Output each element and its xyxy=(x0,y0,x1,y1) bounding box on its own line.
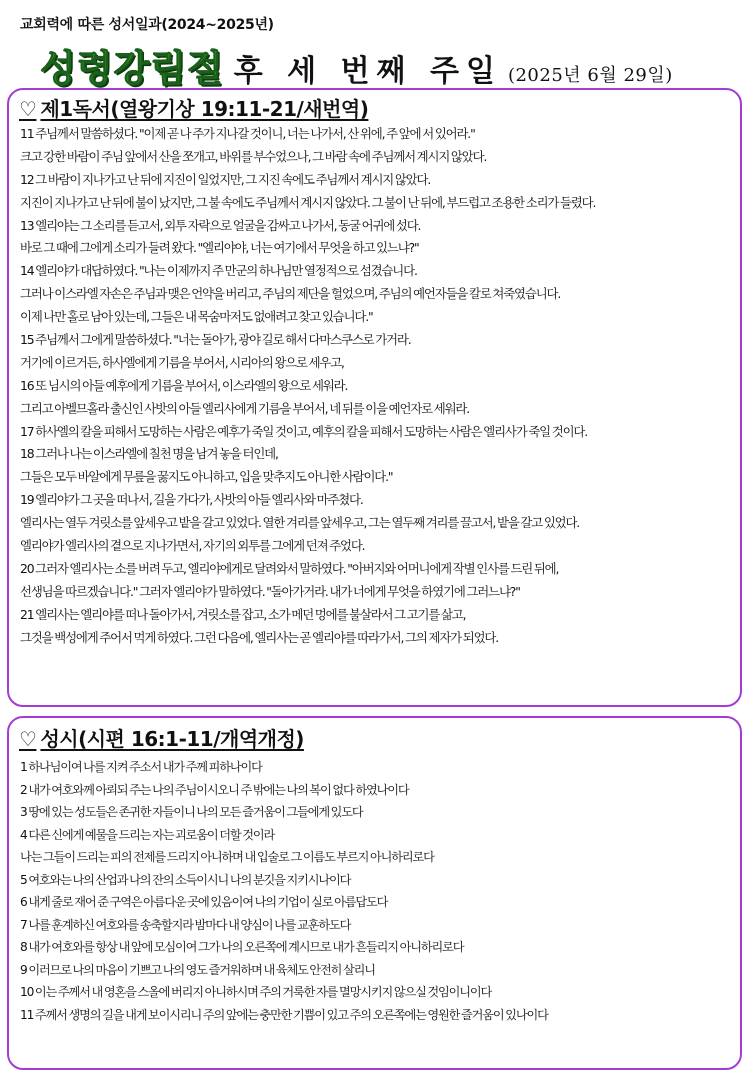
verse-line: 14 엘리야가 대답하였다. "나는 이제까지 주 만군의 하나님만 열정적으로 섬겼습니다. xyxy=(20,263,417,279)
first-reading-box xyxy=(7,88,742,707)
verse-line: 16 또 님시의 아들 예후에게 기름을 부어서, 이스라엘의 왕으로 세워라. xyxy=(20,377,348,393)
verse-line: 13 엘리야는 그 소리를 듣고서, 외투 자락으로 얼굴을 감싸고 나가서, 동굴 어귀에 섰다. xyxy=(20,217,421,233)
verse-line: 20 그러자 엘리사는 소를 버려 두고, 엘리야에게로 달려와서 말하였다. "아버지와 어머니에게 작별 인사를 드린 뒤에, xyxy=(20,560,559,576)
first-reading-title: 제1독서(열왕기상 19:11-21/새번역) xyxy=(40,97,369,121)
verse-line: 9 이러므로 나의 마음이 기쁘고 나의 영도 즐거워하며 내 육체도 안전히 살리니 xyxy=(20,962,375,977)
psalm-box xyxy=(7,716,742,1070)
verse-line: 12 그 바람이 지나가고 난 뒤에 지진이 일었지만, 그 지진 속에도 주님께서 계시지 않았다. xyxy=(20,171,431,187)
verse-line: 그러나 이스라엘 자손은 주님과 맺은 언약을 버리고, 주님의 제단을 헐었으며, 주님의 예언자들을 칼로 쳐죽였습니다. xyxy=(20,286,561,302)
page-title xyxy=(40,38,673,88)
verse-line: 10 이는 주께서 내 영혼을 스올에 버리지 아니하시며 주의 거룩한 자를 멸망시키지 않으실 것임이니이다 xyxy=(20,985,492,999)
verse-line: 그것을 백성에게 주어서 먹게 하였다. 그런 다음에, 엘리사는 곧 엘리야를 따라가서, 그의 제자가 되었다. xyxy=(20,629,498,645)
verse-line: 17 하사엘의 칼을 피해서 도망하는 사람은 예후가 죽일 것이고, 예후의 칼을 피해서 도망하는 사람은 엘리사가 죽일 것이다. xyxy=(20,423,587,439)
heart-icon: ♡ xyxy=(19,727,37,751)
title-season: 성령강림절 xyxy=(40,47,224,90)
verse-line: 8 내가 여호와를 항상 내 앞에 모심이여 그가 나의 오른쪽에 계시므로 내가 흔들리지 아니하리로다 xyxy=(20,940,464,954)
first-reading-text xyxy=(20,123,734,649)
verse-line: 5 여호와는 나의 산업과 나의 잔의 소득이시니 나의 분깃을 지키시나이다 xyxy=(20,872,351,887)
verse-line: 크고 강한 바람이 주님 앞에서 산을 쪼개고, 바위를 부수었으나, 그 바람 속에 주님께서 계시지 않았다. xyxy=(20,148,487,164)
verse-line: 7 나를 훈계하신 여호와를 송축할지라 밤마다 내 양심이 나를 교훈하도다 xyxy=(20,917,351,932)
verse-line: 19 엘리야가 그 곳을 떠나서, 길을 가다가, 사밧의 아들 엘리사와 마주쳤다. xyxy=(20,492,363,508)
verse-line: 나는 그들이 드리는 피의 전제를 드리지 아니하며 내 입술로 그 이름도 부르지 아니하리로다 xyxy=(20,850,434,864)
psalm-heading xyxy=(19,723,304,752)
verse-line: 6 내게 줄로 재어 준 구역은 아름다운 곳에 있음이여 나의 기업이 실로 아름답도다 xyxy=(20,895,388,909)
verse-line: 이제 나만 홀로 남아 있는데, 그들은 내 목숨마저도 없애려고 찾고 있습니다." xyxy=(20,309,373,325)
verse-line: 선생님을 따르겠습니다." 그러자 엘리야가 말하였다. "돌아가거라. 내가 너에게 무엇을 하였기에 그러느냐?" xyxy=(20,583,520,599)
verse-line: 거기에 이르거든, 하사엘에게 기름을 부어서, 시리아의 왕으로 세우고, xyxy=(20,354,344,370)
verse-line: 지진이 지나가고 난 뒤에 불이 났지만, 그 불 속에도 주님께서 계시지 않았다. 그 불이 난 뒤에, 부드럽고 조용한 소리가 들렸다. xyxy=(20,194,596,210)
psalm-title: 성시(시편 16:1-11/개역개정) xyxy=(40,727,304,751)
verse-line: 엘리사는 열두 겨릿소를 앞세우고 밭을 갈고 있었다. 열한 겨리를 앞세우고, 그는 열두째 겨리를 끌고서, 밭을 갈고 있었다. xyxy=(20,515,580,531)
first-reading-heading xyxy=(19,93,368,122)
verse-line: 15 주님께서 그에게 말씀하셨다. "너는 돌아가, 광야 길로 해서 다마스쿠스로 가거라. xyxy=(20,332,411,348)
verse-line: 3 땅에 있는 성도들은 존귀한 자들이니 나의 모든 즐거움이 그들에게 있도다 xyxy=(20,805,363,819)
verse-line: 21 엘리사는 엘리야를 떠나 돌아가서, 겨릿소를 잡고, 소가 메던 멍에를 불살라서 그 고기를 삶고, xyxy=(20,606,466,622)
verse-line: 2 내가 여호와께 아뢰되 주는 나의 주님이시오니 주 밖에는 나의 복이 없다 하였나이다 xyxy=(20,782,409,797)
verse-line: 18 그러나 나는 이스라엘에 칠천 명을 남겨 놓을 터인데, xyxy=(20,446,278,462)
title-sunday: 후 세 번째 주일 xyxy=(233,54,502,89)
verse-line: 11 주님께서 말씀하셨다. "이제 곧 나 주가 지나갈 것이니, 너는 나가서, 산 위에, 주 앞에 서 있어라." xyxy=(20,126,475,141)
series-label: 교회력에 따른 성서일과(2024~2025년) xyxy=(20,17,274,33)
verse-line: 그들은 모두 바알에게 무릎을 꿇지도 아니하고, 입을 맞추지도 아니한 사람이다." xyxy=(20,469,393,485)
verse-line: 그리고 아벨므홀라 출신인 사밧의 아들 엘리사에게 기름을 부어서, 네 뒤를 이을 예언자로 세워라. xyxy=(20,400,469,416)
verse-line: 4 다른 신에게 예물을 드리는 자는 괴로움이 더할 것이라 xyxy=(20,827,275,842)
verse-line: 11 주께서 생명의 길을 내게 보이시리니 주의 앞에는 충만한 기쁨이 있고 주의 오른쪽에는 영원한 즐거움이 있나이다 xyxy=(20,1007,548,1022)
title-date: (2025년 6월 29일) xyxy=(507,65,673,86)
verse-line: 1 하나님이여 나를 지켜 주소서 내가 주께 피하나이다 xyxy=(20,760,262,774)
verse-line: 엘리야가 엘리사의 곁으로 지나가면서, 자기의 외투를 그에게 던져 주었다. xyxy=(20,538,365,554)
verse-line: 바로 그 때에 그에게 소리가 들려 왔다. "엘리야야, 너는 여기에서 무엇을 하고 있느냐?" xyxy=(20,240,419,256)
psalm-text xyxy=(20,756,734,1026)
heart-icon: ♡ xyxy=(19,97,37,121)
